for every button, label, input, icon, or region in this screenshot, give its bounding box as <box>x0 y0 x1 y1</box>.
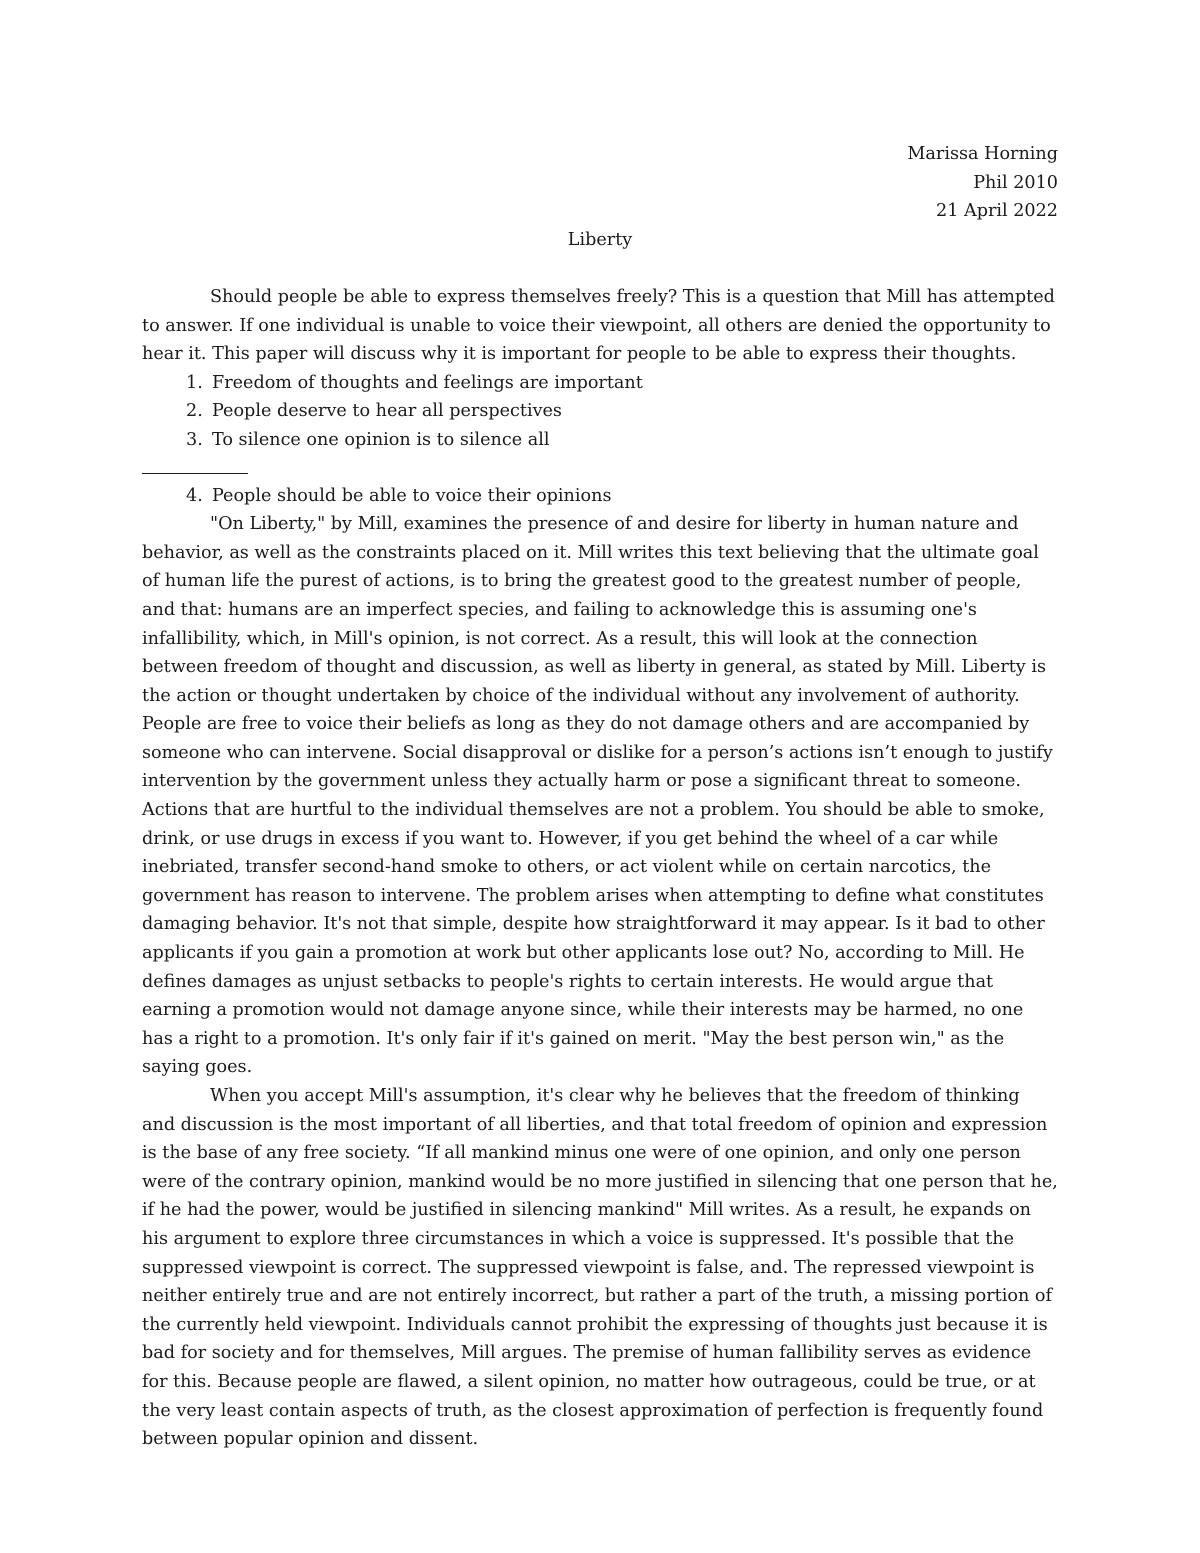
thesis-outline-continued <box>142 482 1058 511</box>
blank-line <box>142 254 1058 283</box>
list-item <box>142 482 1058 511</box>
list-item <box>142 369 1058 398</box>
list-item <box>142 397 1058 426</box>
body-paragraph: When you accept Mill's assumption, it's clear why he believes that the freedom of thinking and discussion is the most important of all liberties, and that total freedom of opinion and expression is the base of any free society. “If all mankind minus one were of one opinion, and only one person were of the contrary opinion, mankind would be no more justified in silencing that one person that he, if he had the power, would be justified in silencing mankind" Mill writes. As a result, he expands on his argument to explore three circumstances in which a voice is suppressed. It's possible that the suppressed viewpoint is correct. The suppressed viewpoint is false, and. The repressed viewpoint is neither entirely true and are not entirely incorrect, but rather a part of the truth, a missing portion of the currently held viewpoint. Individuals cannot prohibit the expressing of thoughts just because it is bad for society and for themselves, Mill argues. The premise of human fallibility serves as evidence for this. Because people are flawed, a silent opinion, no matter how outrageous, could be true, or at the very least contain aspects of truth, as the closest approximation of perfection is frequently found between popular opinion and dissent. <box>142 1086 1058 1450</box>
list-item-text: Freedom of thoughts and feelings are important <box>212 372 643 393</box>
thesis-outline <box>142 369 1058 455</box>
body-paragraph: "On Liberty," by Mill, examines the presence of and desire for liberty in human nature and behavior, as well as the constraints placed on it. Mill writes this text believing that the ultimate goal of human life the purest of actions, is to bring the greatest good to the greatest number of people, and that: humans are an imperfect species, and failing to acknowledge this is assuming one's infallibility, which, in Mill's opinion, is not correct. As a result, this will look at the connection between freedom of thought and discussion, as well as liberty in general, as stated by Mill. Liberty is the action or thought undertaken by choice of the individual without any involvement of authority. People are free to voice their beliefs as long as they do not damage others and are accompanied by someone who can intervene. Social disapproval or dislike for a person’s actions isn’t enough to justify intervention by the government unless they actually harm or pose a significant threat to someone. Actions that are hurtful to the individual themselves are not a problem. You should be able to smoke, drink, or use drugs in excess if you want to. However, if you get behind the wheel of a car while inebriated, transfer second-hand smoke to others, or act violent while on certain narcotics, the government has reason to intervene. The problem arises when attempting to define what constitutes damaging behavior. It's not that simple, despite how straightforward it may appear. Is it bad to other applicants if you gain a promotion at work but other applicants lose out? No, according to Mill. He defines damages as unjust setbacks to people's rights to certain interests. He would argue that earning a promotion would not damage anyone since, while their interests may be harmed, no one has a right to a promotion. It's only fair if it's gained on merit. "May the best person win," as the saying goes. <box>142 514 1053 1078</box>
submission-date: 21 April 2022 <box>936 201 1058 222</box>
list-item-text: People deserve to hear all perspectives <box>212 401 562 422</box>
list-item-text: People should be able to voice their opinions <box>212 485 612 506</box>
document-title: Liberty <box>567 229 633 250</box>
list-number: 2. <box>186 401 203 422</box>
list-item <box>142 426 1058 455</box>
document-content <box>142 140 1058 1454</box>
author-name: Marissa Horning <box>907 144 1058 164</box>
separator-rule <box>142 473 248 474</box>
intro-paragraph: Should people be able to express themselves freely? This is a question that Mill has attempted to answer. If one individual is unable to voice their viewpoint, all others are denied the opportunity to hear it. This paper will discuss why it is important for people to be able to express their thoughts. <box>142 286 1055 365</box>
author-header <box>142 140 1058 226</box>
list-number: 3. <box>186 429 203 450</box>
list-item-text: To silence one opinion is to silence all <box>212 429 550 450</box>
list-number: 1. <box>186 372 203 393</box>
list-number: 4. <box>186 485 203 506</box>
course-name: Phil 2010 <box>973 172 1058 193</box>
